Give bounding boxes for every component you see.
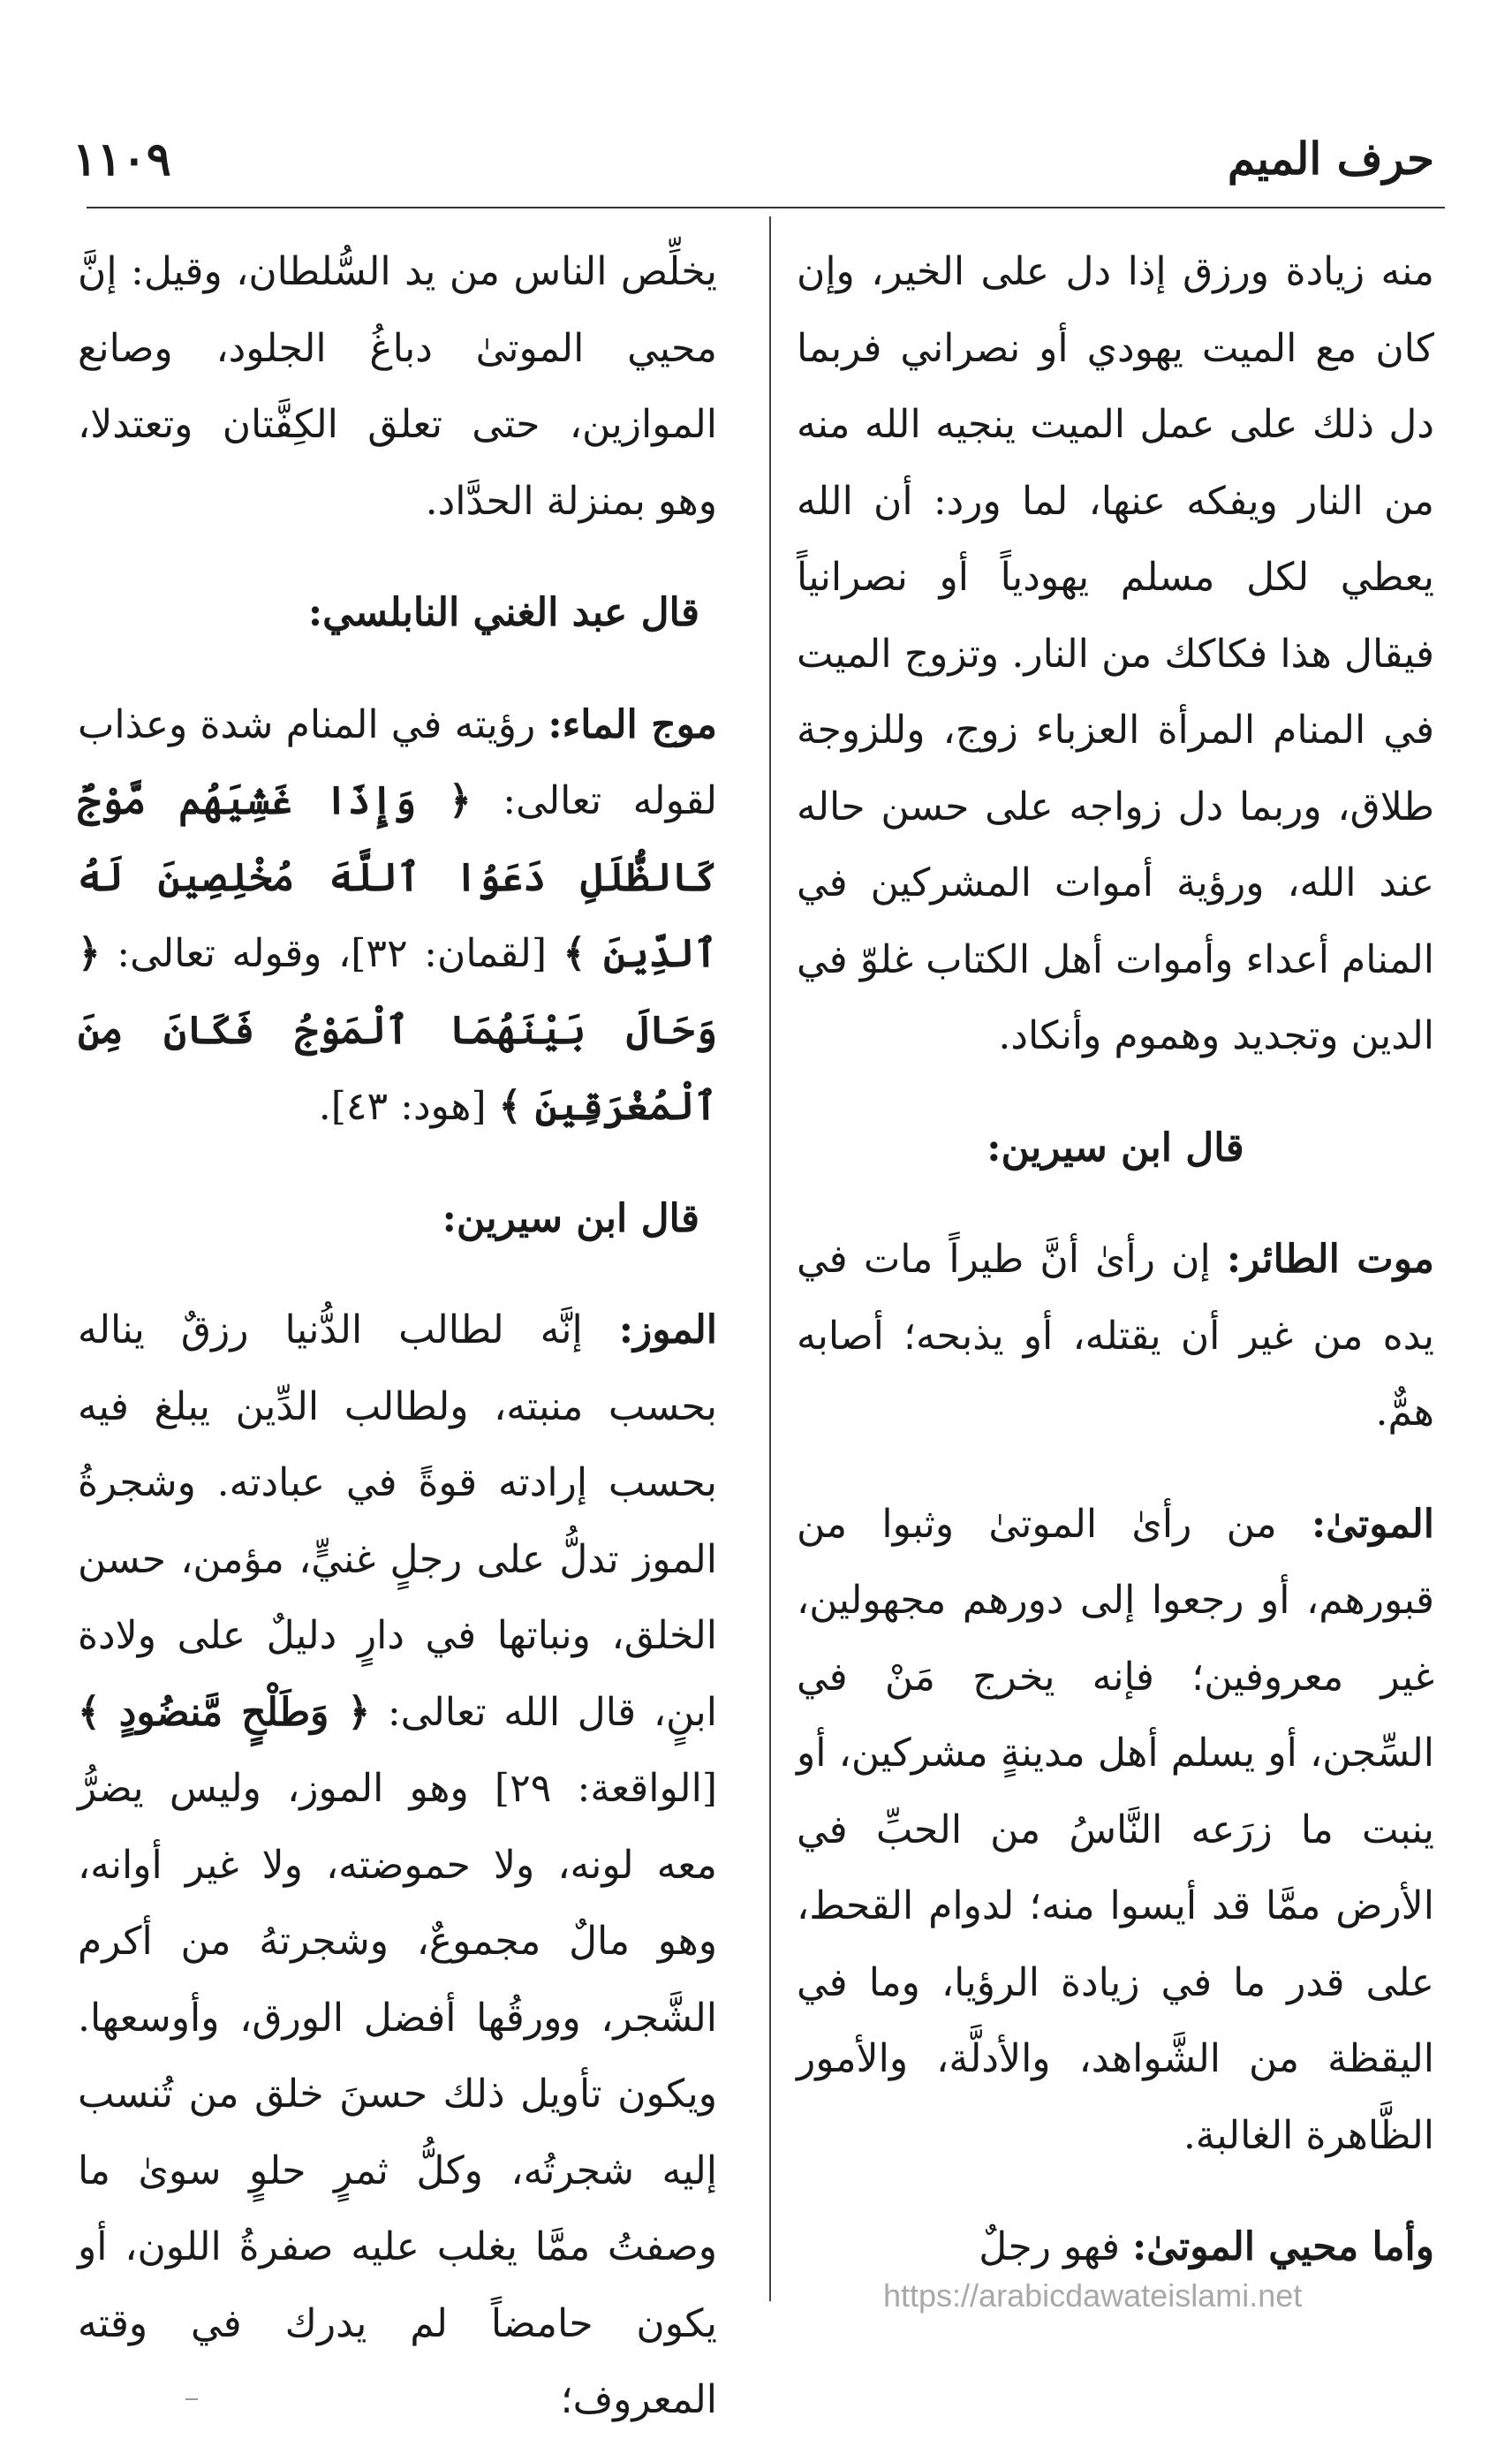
entry-text: وهو الموز، وليس يضرُّ معه لونه، ولا حموضته، ولا غير أوانه، وهو مالٌ مجموعٌ، وشجرتهُ من أكرم الشَّجر، وورقُها أفضل الورق، وأوسعها. ويكون تأويل ذلك حسنَ خلق من تُنسب إليه شجرتُه، وكلُّ ثمرٍ حلوٍ سوىٰ ما وصفتُ ممَّا يغلب عليه صفرةُ اللون، أو يكون حامضاً لم يدرك في وقته المعروف؛	[78, 1766, 717, 2422]
right-column	[797, 234, 1434, 2286]
entry-term: موت الطائر:	[1226, 1237, 1435, 1282]
quran-verse: ﴿ وَإِذَا غَشِيَهُم مَّوْجٌ كَالظُّلَلِ دَعَوُا ٱللَّهَ مُخْلِصِينَ لَهُ ٱلدِّينَ ﴾	[78, 778, 717, 976]
verse-reference: [هود: ٤٣].	[318, 1084, 499, 1129]
watermark-url: https://arabicdawateislami.net	[883, 2277, 1303, 2314]
column-divider	[769, 216, 771, 2301]
entry-paragraph	[78, 687, 717, 1146]
section-heading: قال ابن سيرين:	[442, 1195, 699, 1241]
paragraph: يخلِّص الناس من يد السُّلطان، وقيل: إنَّ محيي الموتىٰ دباغُ الجلود، وصانع الموازين، حتى تعلق الكِفَّتان وتعتدلا، وهو بمنزلة الحدَّاد.	[78, 249, 717, 524]
entry-term: وأما محيي الموتىٰ:	[1132, 2224, 1434, 2269]
footer-mark	[185, 2398, 198, 2400]
left-column	[78, 234, 717, 2439]
entry-text: من رأىٰ الموتىٰ وثبوا من قبورهم، أو رجعوا إلى دورهم مجهولين، غير معروفين؛ فإنه يخرج مَنْ في السِّجن، أو يسلم أهل مدينةٍ مشركين، أو ينبت ما زرَعه النَّاسُ من الحبِّ في الأرض ممَّا قد أيسوا منه؛ لدوام القحط، على قدر ما في زيادة الرؤيا، وما في اليقظة من الشَّواهد، والأدلَّة، والأمور الظَّاهرة الغالبة.	[797, 1501, 1434, 2158]
section-heading: قال عبد الغني النابلسي:	[307, 590, 699, 635]
entry-text: إن رأىٰ أنَّ طيراً مات في يده من غير أن يقتله، أو يذبحه؛ أصابه همٌّ.	[797, 1237, 1434, 1435]
quran-verse: ﴿ وَحَالَ بَيْنَهُمَا ٱلْمَوْجُ فَكَانَ مِنَ ٱلْمُغْرَقِينَ ﴾	[78, 931, 717, 1129]
entry-term: الموز:	[618, 1307, 717, 1352]
header-rule	[87, 207, 1445, 208]
entry-text: رؤيته في المنام شدة وعذاب لقوله تعالى:	[78, 701, 717, 823]
verse-reference: [لقمان: ٣٢]	[351, 931, 563, 976]
entry-paragraph	[797, 1222, 1434, 1451]
quran-verse: ﴿ وَطَلْحٍ مَّنضُودٍ ﴾	[78, 1689, 371, 1735]
entry-text: إنَّه لطالب الدُّنيا رزقٌ يناله بحسب منبته، ولطالب الدِّين يبلغ فيه بحسب إرادته قوةً في عبادته. وشجرةُ الموز تدلُّ على رجلٍ غنيٍّ، مؤمن، حسن الخلق، ونباتها في دارٍ دليلٌ على ولادة ابنٍ، قال الله تعالى:	[78, 1307, 717, 1735]
section-heading: قال ابن سيرين:	[987, 1125, 1244, 1170]
page-number: ١١٠٩	[72, 133, 171, 186]
verse-reference: [الواقعة: ٢٩]	[494, 1766, 717, 1811]
entry-paragraph	[797, 1487, 1434, 2175]
entry-text: فهو رجلٌ	[979, 2224, 1133, 2269]
entry-paragraph	[797, 2209, 1434, 2286]
paragraph: منه زيادة ورزق إذا دل على الخير، وإن كان مع الميت يهودي أو نصراني فربما دل ذلك على عمل الميت ينجيه الله منه من النار ويفكه عنها، لما ورد: أن الله يعطي لكل مسلم يهودياً أو نصرانياً فيقال هذا فكاكك من النار. وتزوج الميت في المنام المرأة العزباء زوج، وللزوجة طلاق، وربما دل زواجه على حسن حاله عند الله، ورؤية أموات المشركين في المنام أعداء وأموات أهل الكتاب غلوّ في الدين وتجديد وهموم وأنكاد.	[797, 249, 1434, 1058]
entry-term: موج الماء:	[548, 701, 717, 747]
entry-term: الموتىٰ:	[1312, 1501, 1434, 1547]
entry-text: ، وقوله تعالى:	[100, 931, 352, 976]
chapter-title: حرف الميم	[1227, 133, 1434, 185]
entry-paragraph	[78, 1292, 717, 2439]
